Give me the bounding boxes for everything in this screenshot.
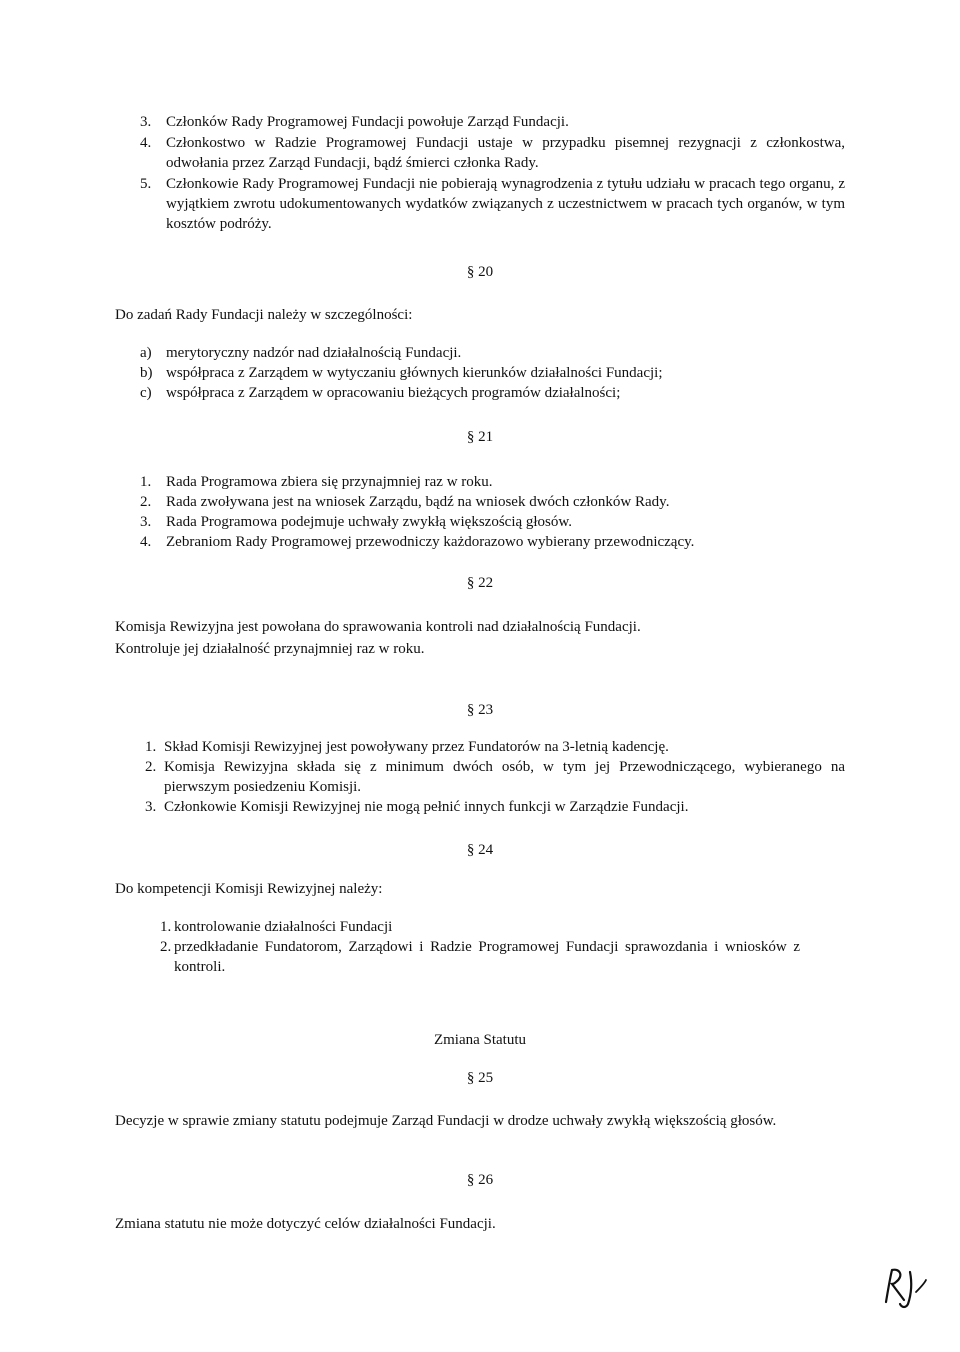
item-number: 3.	[145, 799, 157, 815]
list-item	[140, 133, 845, 173]
item-text: współpraca z Zarządem w opracowaniu bieżących programów działalności;	[166, 385, 621, 401]
handwritten-initials-icon	[880, 1262, 930, 1312]
list-item	[160, 917, 800, 937]
section-heading-24: § 24	[466, 842, 494, 858]
section-heading-21: § 21	[466, 429, 494, 445]
item-text: współpraca z Zarządem w wytyczaniu głównych kierunków działalności Fundacji;	[166, 365, 663, 381]
section-22-line-1: Komisja Rewizyjna jest powołana do sprawowania kontroli nad działalnością Fundacji.	[115, 619, 641, 635]
item-number: 5.	[140, 176, 152, 192]
section-26-text: Zmiana statutu nie może dotyczyć celów działalności Fundacji.	[115, 1216, 496, 1232]
council-membership-list	[140, 112, 845, 234]
list-item	[140, 532, 845, 552]
audit-commission-list	[145, 737, 845, 817]
item-text: merytoryczny nadzór nad działalnością Fundacji.	[166, 345, 462, 361]
item-text: kontrolowanie działalności Fundacji	[174, 919, 393, 935]
list-item	[140, 363, 845, 383]
list-item	[160, 937, 800, 977]
list-item	[140, 492, 845, 512]
list-item	[140, 343, 845, 363]
item-text: Członkostwo w Radzie Programowej Fundacji ustaje w przypadku pisemnej rezygnacji z członkostwa, odwołania przez Zarząd Fundacji, bądź śmierci członka Rady.	[166, 135, 845, 171]
item-number: 1.	[145, 739, 157, 755]
item-number: 2.	[140, 494, 152, 510]
item-number: 1.	[140, 474, 152, 490]
item-text: Rada Programowa zbiera się przynajmniej raz w roku.	[166, 474, 493, 490]
item-number: 4.	[140, 135, 152, 151]
list-item	[140, 512, 845, 532]
item-text: przedkładanie Fundatorom, Zarządowi i Radzie Programowej Fundacji sprawozdania i wniosków z kontroli.	[174, 939, 800, 975]
chapter-title: Zmiana Statutu	[433, 1032, 527, 1048]
council-rules-list	[140, 472, 845, 552]
item-text: Rada zwoływana jest na wniosek Zarządu, bądź na wniosek dwóch członków Rady.	[166, 494, 670, 510]
item-letter: a)	[140, 345, 152, 361]
item-text: Członkowie Komisji Rewizyjnej nie mogą pełnić innych funkcji w Zarządzie Fundacji.	[164, 799, 689, 815]
item-letter: b)	[140, 365, 153, 381]
list-item	[145, 737, 845, 757]
section-22-line-2: Kontroluje jej działalność przynajmniej raz w roku.	[115, 641, 425, 657]
list-item	[145, 797, 845, 817]
section-heading-23: § 23	[466, 702, 494, 718]
item-text: Komisja Rewizyjna składa się z minimum dwóch osób, w tym jej Przewodniczącego, wybieranego na pierwszym posiedzeniu Komisji.	[164, 759, 845, 795]
item-text: Rada Programowa podejmuje uchwały zwykłą większością głosów.	[166, 514, 573, 530]
item-number: 3.	[140, 114, 152, 130]
item-number: 4.	[140, 534, 152, 550]
section-heading-22: § 22	[466, 575, 494, 591]
item-number: 2.	[160, 939, 172, 955]
list-item	[140, 174, 845, 234]
section-heading-25: § 25	[466, 1070, 494, 1086]
section-24-intro: Do kompetencji Komisji Rewizyjnej należy:	[115, 881, 383, 897]
item-number: 1.	[160, 919, 172, 935]
item-letter: c)	[140, 385, 152, 401]
item-number: 3.	[140, 514, 152, 530]
section-heading-20: § 20	[466, 264, 494, 280]
list-item	[140, 112, 845, 132]
list-item	[145, 757, 845, 797]
audit-competence-list	[160, 917, 800, 977]
item-text: Zebraniom Rady Programowej przewodniczy każdorazowo wybierany przewodniczący.	[166, 534, 695, 550]
council-tasks-list	[140, 343, 845, 403]
section-20-intro: Do zadań Rady Fundacji należy w szczególności:	[115, 307, 413, 323]
list-item	[140, 472, 845, 492]
list-item	[140, 383, 845, 403]
item-text: Skład Komisji Rewizyjnej jest powoływany przez Fundatorów na 3-letnią kadencję.	[164, 739, 669, 755]
item-number: 2.	[145, 759, 157, 775]
item-text: Członków Rady Programowej Fundacji powołuje Zarząd Fundacji.	[166, 114, 569, 130]
section-heading-26: § 26	[466, 1172, 494, 1188]
section-25-text: Decyzje w sprawie zmiany statutu podejmuje Zarząd Fundacji w drodze uchwały zwykłą większością głosów.	[115, 1113, 777, 1129]
item-text: Członkowie Rady Programowej Fundacji nie pobierają wynagrodzenia z tytułu udziału w pracach tego organu, z wyjątkiem zwrotu udokumentowanych wydatków związanych z uczestnictwem w pracach tych organów, w tym kosztów podróży.	[166, 176, 845, 232]
